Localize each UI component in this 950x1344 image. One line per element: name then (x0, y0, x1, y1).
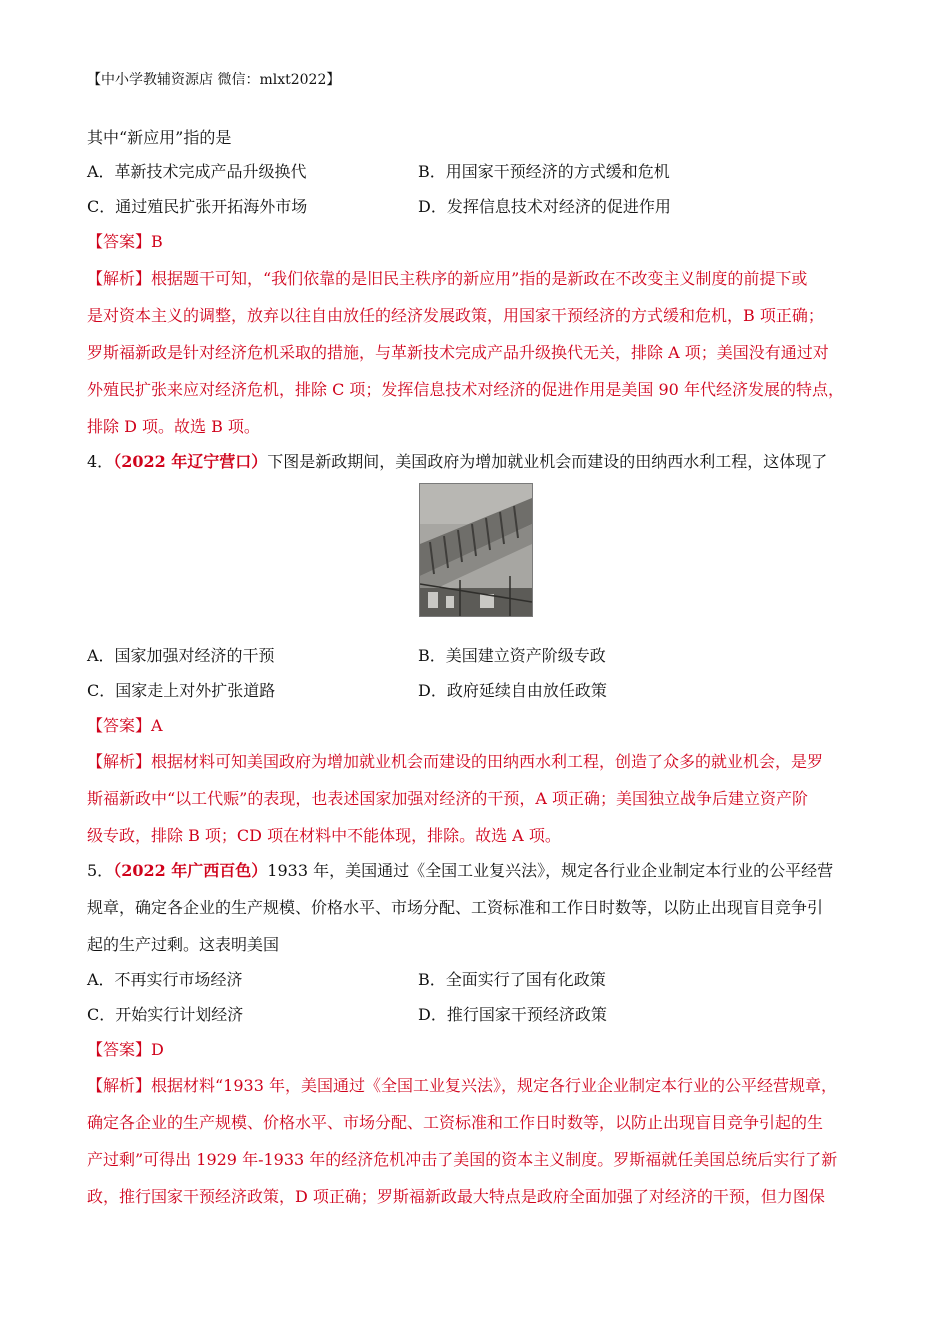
q3-analysis-line: 排除 D 项。故选 B 项。 (87, 417, 260, 436)
q3-analysis-line: 是对资本主义的调整，放弃以往自由放任的经济发展政策，用国家干预经济的方式缓和危机，B 项正确； (87, 306, 824, 325)
q3-analysis-line: 外殖民扩张来应对经济危机，排除 C 项；发挥信息技术对经济的促进作用是美国 90 年代经济发展的特点， (87, 380, 844, 399)
dam-illustration (420, 484, 532, 616)
q4-option-c: C．国家走上对外扩张道路 (87, 681, 276, 700)
q5-stem-line: 1933 年，美国通过《全国工业复兴法》，规定各行业企业制定本行业的公平经营 (267, 861, 834, 880)
q4-answer: 【答案】A (87, 716, 163, 735)
q5-stem-line: 规章，确定各企业的生产规模、价格水平、市场分配、工资标准和工作日时数等，以防止出现盲目竞争引 (87, 898, 824, 917)
q5-number: 5． (87, 861, 114, 880)
q3-analysis-line: 罗斯福新政是针对经济危机采取的措施，与革新技术完成产品升级换代无关，排除 A 项；美国没有通过对 (87, 343, 829, 362)
q3-answer: 【答案】B (87, 232, 163, 251)
q5-analysis-line: 确定各企业的生产规模、价格水平、市场分配、工资标准和工作日时数等，以防止出现盲目竞争引起的生 (87, 1113, 824, 1132)
q3-analysis-line: 【解析】根据题干可知，“我们依靠的是旧民主秩序的新应用”指的是新政在不改变主义制度的前提下或 (87, 269, 808, 288)
q4-analysis-line: 斯福新政中“以工代赈”的表现，也表述国家加强对经济的干预，A 项正确；美国独立战争后建立资产阶 (87, 789, 809, 808)
q4-source: （2022 年辽宁营口） (113, 452, 268, 471)
q4-option-a: A．国家加强对经济的干预 (87, 646, 275, 665)
q4-heading (87, 451, 827, 473)
q5-analysis-line: 【解析】根据材料“1933 年，美国通过《全国工业复兴法》，规定各行业企业制定本行业的公平经营规章， (87, 1076, 837, 1095)
q4-stem: 下图是新政期间，美国政府为增加就业机会而建设的田纳西水利工程，这体现了 (267, 452, 828, 471)
page-header: 【中小学教辅资源店 微信：mlxt2022】 (87, 72, 341, 88)
q3-option-b: B．用国家干预经济的方式缓和危机 (418, 162, 670, 181)
q5-answer: 【答案】D (87, 1040, 164, 1059)
q3-option-a: A．革新技术完成产品升级换代 (87, 162, 307, 181)
q5-option-a: A．不再实行市场经济 (87, 970, 243, 989)
tennessee-dam-photo (419, 483, 533, 617)
q5-heading (87, 860, 833, 882)
q4-analysis-line: 级专政，排除 B 项；CD 项在材料中不能体现，排除。故选 A 项。 (87, 826, 561, 845)
q4-analysis-line: 【解析】根据材料可知美国政府为增加就业机会而建设的田纳西水利工程，创造了众多的就业机会，是罗 (87, 752, 824, 771)
q5-option-b: B．全面实行了国有化政策 (418, 970, 606, 989)
q5-stem-line: 起的生产过剩。这表明美国 (87, 935, 280, 954)
q3-option-d: D．发挥信息技术对经济的促进作用 (418, 197, 671, 216)
q4-option-d: D．政府延续自由放任政策 (418, 681, 607, 700)
q5-option-c: C．开始实行计划经济 (87, 1005, 244, 1024)
q5-option-d: D．推行国家干预经济政策 (418, 1005, 607, 1024)
q3-stem: 其中“新应用”指的是 (87, 128, 232, 147)
q5-analysis-line: 政，推行国家干预经济政策，D 项正确；罗斯福新政最大特点是政府全面加强了对经济的干预，但力图保 (87, 1187, 825, 1206)
q5-source: （2022 年广西百色） (113, 861, 268, 880)
q5-analysis-line: 产过剩”可得出 1929 年-1933 年的经济危机冲击了美国的资本主义制度。罗斯福就任美国总统后实行了新 (87, 1150, 838, 1169)
q4-number: 4． (87, 452, 114, 471)
q3-option-c: C．通过殖民扩张开拓海外市场 (87, 197, 308, 216)
q4-option-b: B．美国建立资产阶级专政 (418, 646, 606, 665)
